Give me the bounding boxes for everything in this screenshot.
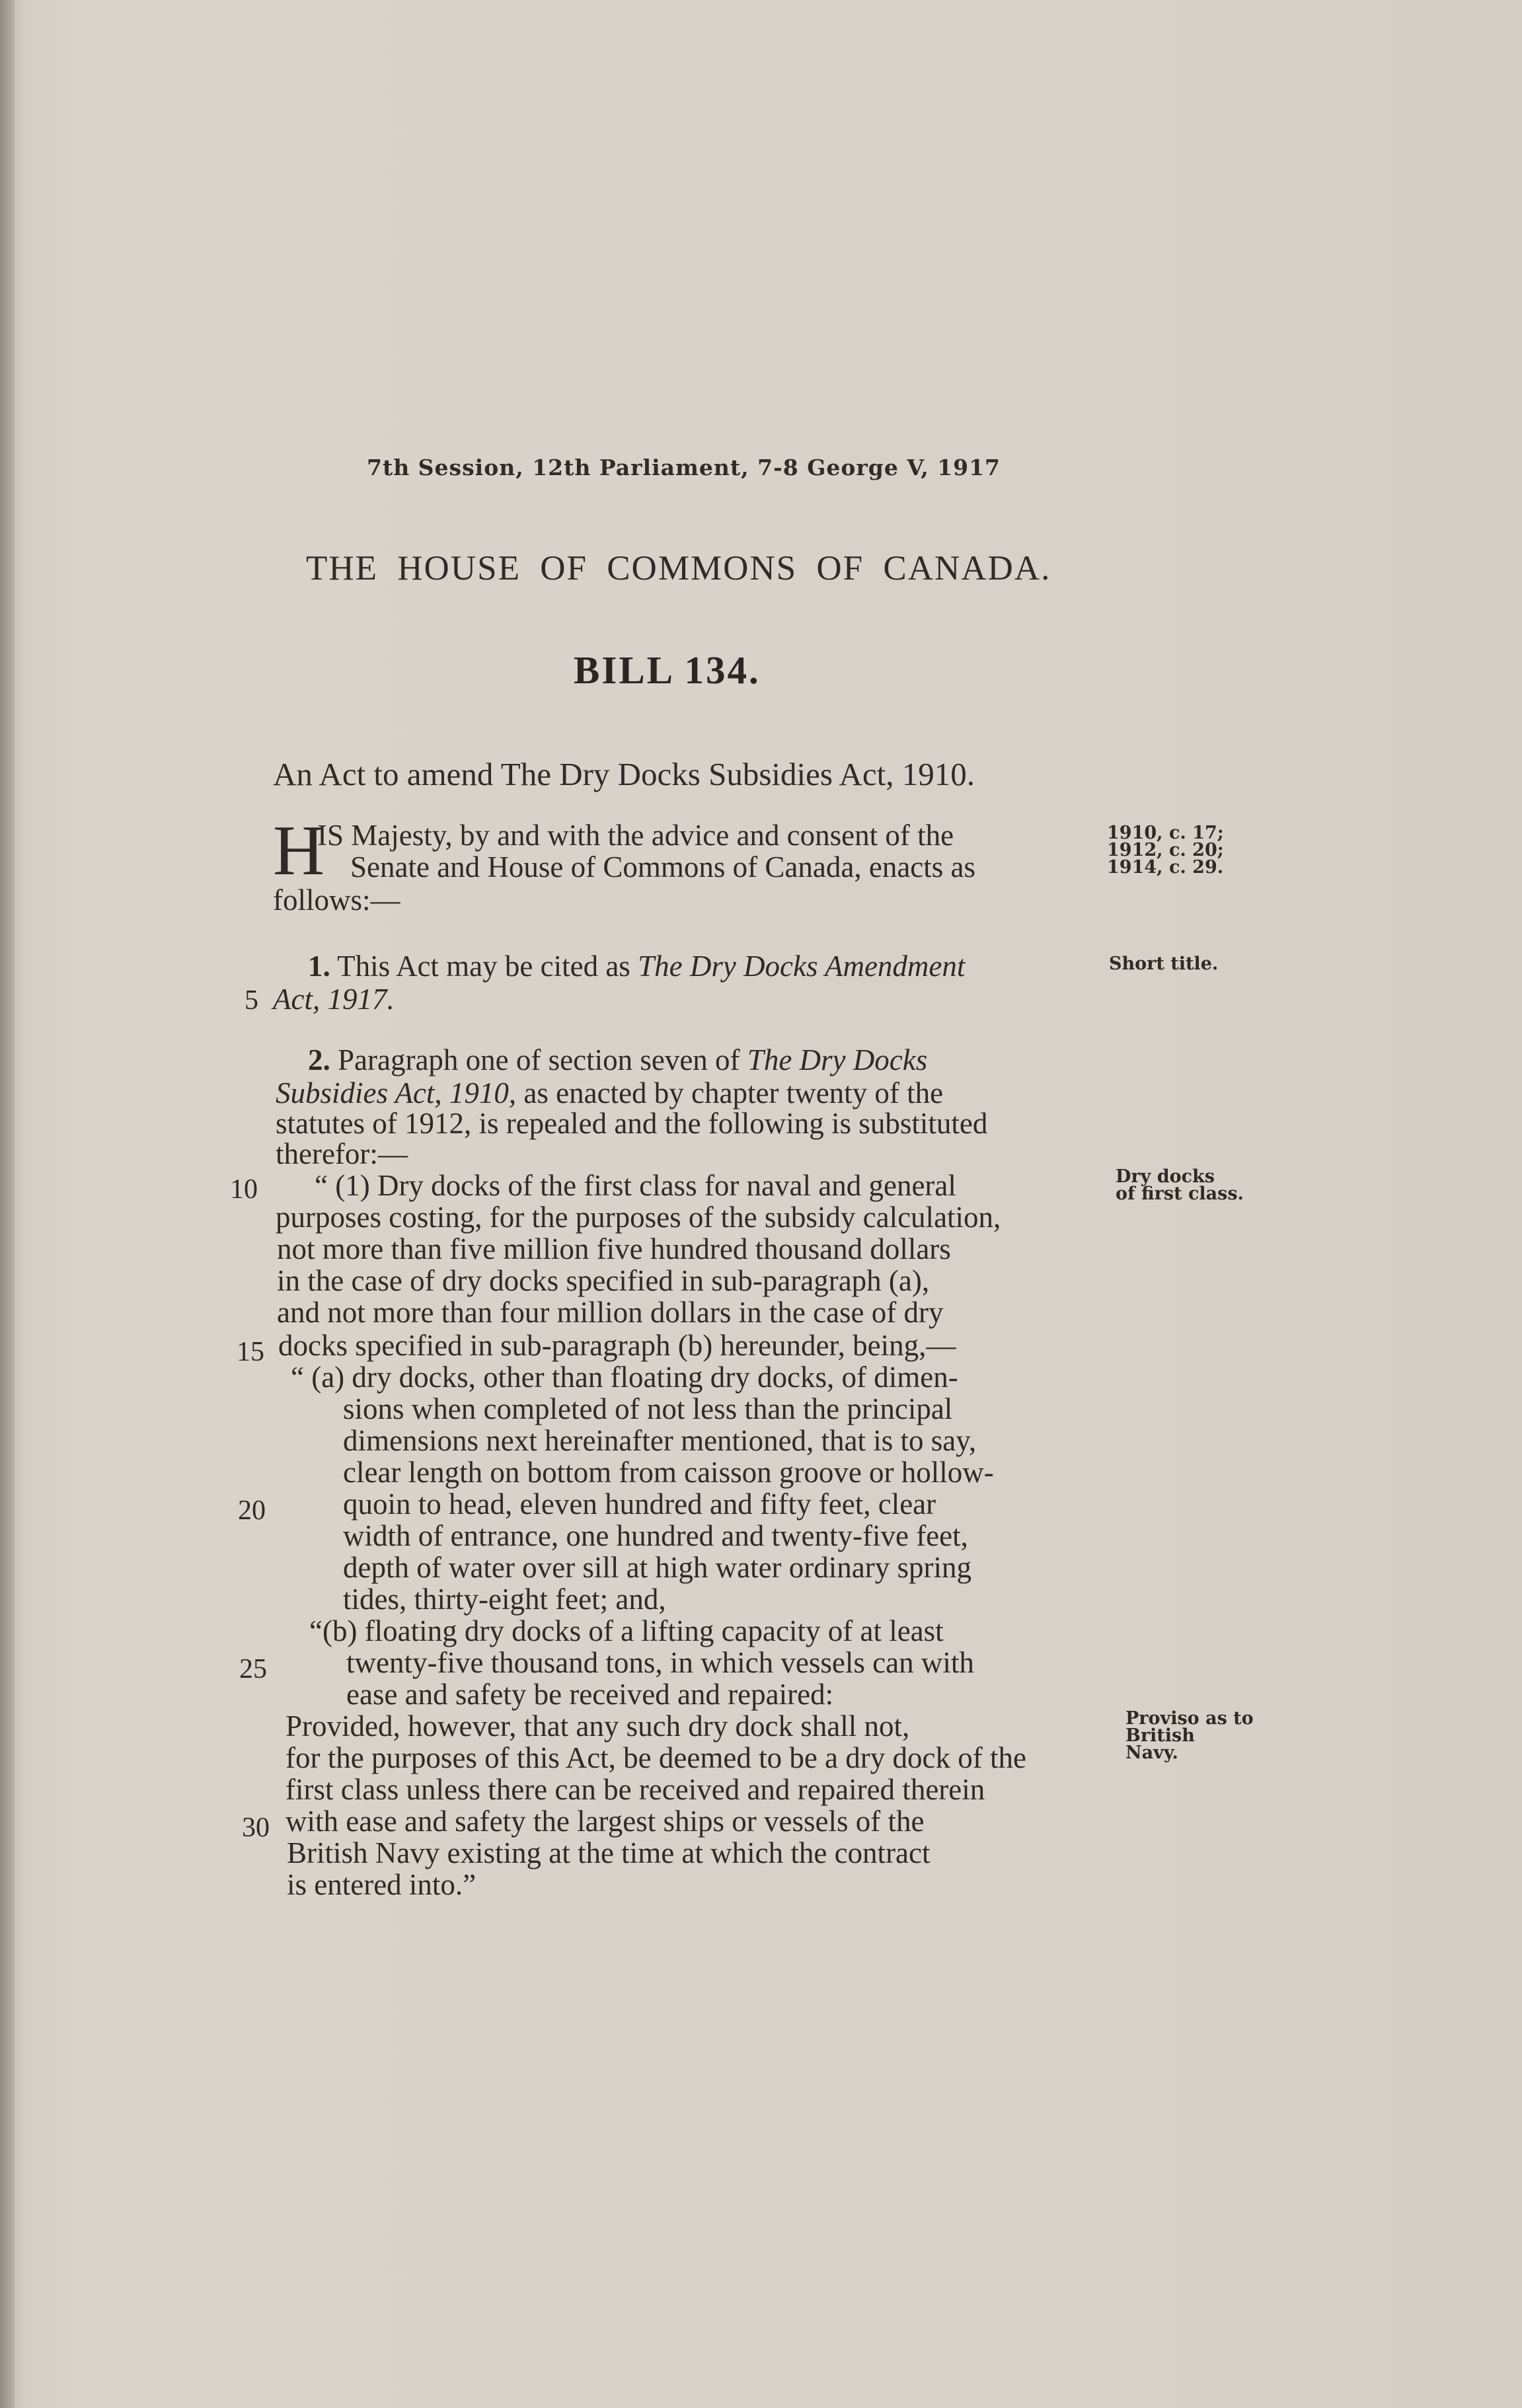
bill-number: BILL 134. — [574, 648, 761, 692]
subparagraph-a-line: depth of water over sill at high water ordinary spring — [343, 1551, 971, 1584]
section-2-line: purposes costing, for the purposes of the subsidy calculation, — [276, 1201, 1001, 1234]
short-title-italic: The Dry Docks Amendment — [638, 950, 966, 983]
proviso-line: with ease and safety the largest ships or vessels of the — [285, 1805, 925, 1838]
marginal-short-title: Short title. — [1109, 954, 1219, 974]
subparagraph-b-line: twenty-five thousand tons, in which vessels can with — [346, 1646, 974, 1679]
line-number: 25 — [239, 1654, 267, 1684]
page-spine-shadow — [0, 0, 15, 2408]
section-2-line: not more than five million five hundred thousand dollars — [277, 1232, 951, 1265]
line-number: 30 — [242, 1813, 270, 1843]
marginal-proviso: British — [1125, 1725, 1195, 1746]
subparagraph-a-line: quoin to head, eleven hundred and fifty feet, clear — [343, 1487, 936, 1521]
proviso-line: first class unless there can be received and repaired therein — [285, 1773, 985, 1806]
subparagraph-a-line: dimensions next hereinafter mentioned, that is to say, — [343, 1424, 977, 1457]
preamble-dropcap: H — [273, 811, 324, 890]
section-2-line: therefor:— — [276, 1137, 408, 1170]
proviso-line: Provided, however, that any such dry dock shall not, — [285, 1710, 910, 1743]
section-2-line: 2. Paragraph one of section seven of The Dry Docks — [308, 1043, 928, 1076]
section-2-line: “ (1) Dry docks of the first class for naval and general — [315, 1169, 956, 1202]
section-2-line: and not more than four million dollars in the case of dry — [277, 1296, 944, 1329]
subparagraph-a-line: clear length on bottom from caisson groove or hollow- — [343, 1456, 994, 1489]
subparagraph-a-line: sions when completed of not less than the principal — [343, 1392, 953, 1425]
section-2-line: in the case of dry docks specified in sub-paragraph (a), — [277, 1264, 930, 1297]
proviso-line: for the purposes of this Act, be deemed to be a dry dock of the — [285, 1741, 1026, 1774]
section-number: 1. — [308, 950, 330, 983]
marginal-citation: 1912, c. 20; — [1107, 840, 1224, 860]
house-heading: THE HOUSE OF COMMONS OF CANADA. — [306, 549, 1051, 587]
section-1-line: Act, 1917. — [273, 983, 395, 1016]
proviso-line: British Navy existing at the time at which the contract — [287, 1836, 931, 1869]
subparagraph-a-line: “ (a) dry docks, other than floating dry docks, of dimen- — [291, 1361, 958, 1394]
preamble-line: Senate and House of Commons of Canada, enacts as — [350, 850, 976, 884]
marginal-citation: 1914, c. 29. — [1107, 857, 1224, 878]
preamble-line: IS Majesty, by and with the advice and consent of the — [317, 819, 954, 852]
section-number: 2. — [308, 1043, 330, 1076]
subparagraph-a-line: width of entrance, one hundred and twenty-five feet, — [343, 1519, 968, 1552]
marginal-citation: 1910, c. 17; — [1107, 823, 1224, 843]
line-number: 15 — [237, 1337, 264, 1367]
proviso-line: is entered into.” — [287, 1868, 476, 1901]
section-2-line: Subsidies Act, 1910, as enacted by chapter twenty of the — [276, 1076, 944, 1110]
preamble-line: follows:— — [273, 884, 400, 917]
subparagraph-b-line: “(b) floating dry docks of a lifting capacity of at least — [309, 1614, 944, 1647]
section-2-line: docks specified in sub-paragraph (b) hereunder, being,— — [278, 1329, 956, 1362]
subparagraph-b-line: ease and safety be received and repaired: — [346, 1678, 834, 1711]
marginal-proviso: Navy. — [1125, 1743, 1178, 1763]
act-title: An Act to amend The Dry Docks Subsidies Act, 1910. — [273, 756, 975, 792]
line-number: 10 — [230, 1174, 258, 1205]
subparagraph-a-line: tides, thirty-eight feet; and, — [343, 1583, 666, 1616]
section-1-line: 1. This Act may be cited as The Dry Docks Amendment — [308, 950, 966, 983]
line-number: 5 — [245, 985, 258, 1016]
section-2-line: statutes of 1912, is repealed and the following is substituted — [276, 1107, 988, 1140]
marginal-proviso: Proviso as to — [1125, 1708, 1254, 1729]
marginal-dry-docks: of first class. — [1116, 1184, 1244, 1204]
line-number: 20 — [238, 1495, 266, 1526]
session-line: 7th Session, 12th Parliament, 7-8 George V, 1917 — [367, 455, 1001, 480]
marginal-dry-docks: Dry docks — [1116, 1166, 1215, 1187]
